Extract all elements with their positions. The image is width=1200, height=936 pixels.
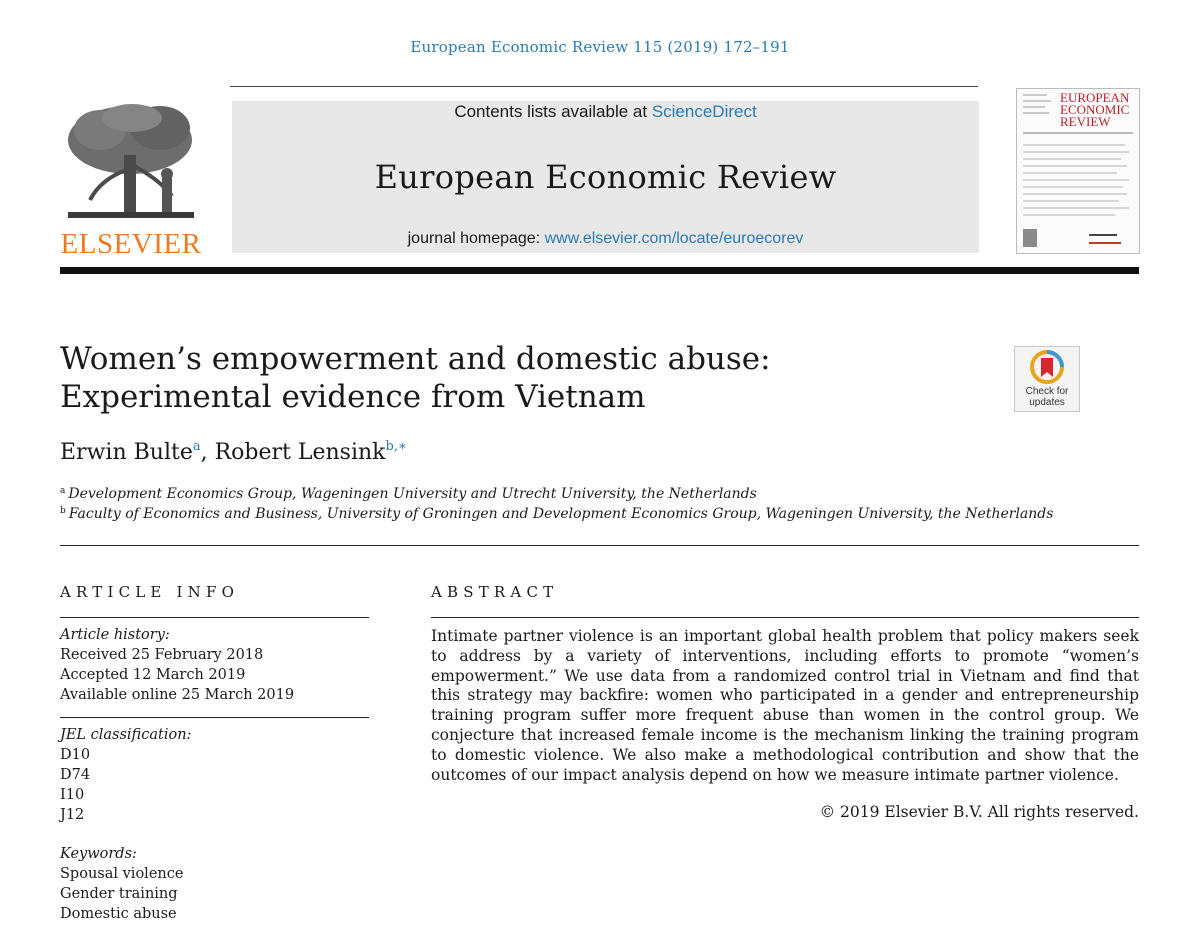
affiliation-b [60,506,1053,522]
keywords [60,844,183,924]
author-list [60,439,407,465]
affiliation-text: Development Economics Group, Wageningen University and Utrecht University, the Netherlands [68,486,757,502]
contents-line [232,102,979,122]
history-label: Article history: [60,627,170,643]
history-online: Available online 25 March 2019 [60,687,295,703]
header-thick-rule [60,267,1139,274]
keyword: Domestic abuse [60,906,177,922]
jel-code: D74 [60,767,91,783]
author-affiliation-mark[interactable]: a [192,439,201,454]
affiliation-a [60,486,757,502]
abstract-rule [431,617,1139,618]
article-info-heading: ARTICLE INFO [60,583,240,601]
affiliation-text: Faculty of Economics and Business, University of Groningen and Development Economics Group, Wageningen University, the Netherlands [68,506,1054,522]
history-received: Received 25 February 2018 [60,647,264,663]
keywords-label: Keywords: [60,846,137,862]
bookmark-ribbon-icon [1015,347,1079,387]
cover-journal-title: EUROPEAN ECONOMIC REVIEW [1060,90,1130,129]
article-title: Women’s empowerment and domestic abuse: Experimental evidence from Vietnam [60,341,771,415]
homepage-link[interactable]: www.elsevier.com/locate/euroecorev [544,230,804,247]
jel-label: JEL classification: [60,727,192,743]
elsevier-wordmark: ELSEVIER [60,228,202,260]
author-affiliation-mark[interactable]: b,∗ [385,439,407,454]
history-accepted: Accepted 12 March 2019 [60,667,246,683]
journal-citation[interactable]: European Economic Review 115 (2019) 172–191 [410,38,790,56]
affiliation-mark: b [60,506,66,516]
article-info-rule [60,617,369,618]
jel-code: D10 [60,747,91,763]
jel-code: I10 [60,787,85,803]
jel-classification [60,725,191,825]
homepage-line [232,230,979,248]
copyright-notice: © 2019 Elsevier B.V. All rights reserved. [819,803,1139,821]
check-for-updates-label[interactable]: Check for updates [1025,386,1069,408]
keyword: Gender training [60,886,178,902]
author-name[interactable]: Robert Lensink [214,440,386,465]
header-rule [230,86,978,87]
journal-title: European Economic Review [374,158,837,196]
affiliation-mark: a [60,486,66,496]
homepage-prefix: journal homepage: [407,230,545,247]
history-rule [60,717,369,718]
author-name[interactable]: Erwin Bulte [60,440,193,465]
author-separator: , [200,440,215,465]
contents-prefix: Contents lists available at [454,102,652,121]
sciencedirect-link[interactable]: ScienceDirect [651,102,757,121]
article-history [60,625,294,705]
keyword: Spousal violence [60,866,184,882]
abstract-text: Intimate partner violence is an important global health problem that policy makers seek to address by a variety of interventions, including efforts to promote “women’s empowerment.” We use data from a randomized control trial in Vietnam and find that this strategy may backfire: women who participated in a gender and entrepreneurship training program suffer more frequent abuse than women in the control group. We conjecture that increased female income is the mechanism linking the training program to domestic violence. We also make a methodological contribution and show that the outcomes of our impact analysis depend on how we measure intimate partner violence. [431,627,1139,784]
section-divider [60,545,1139,546]
abstract-heading: ABSTRACT [431,583,559,601]
jel-code: J12 [60,807,85,823]
